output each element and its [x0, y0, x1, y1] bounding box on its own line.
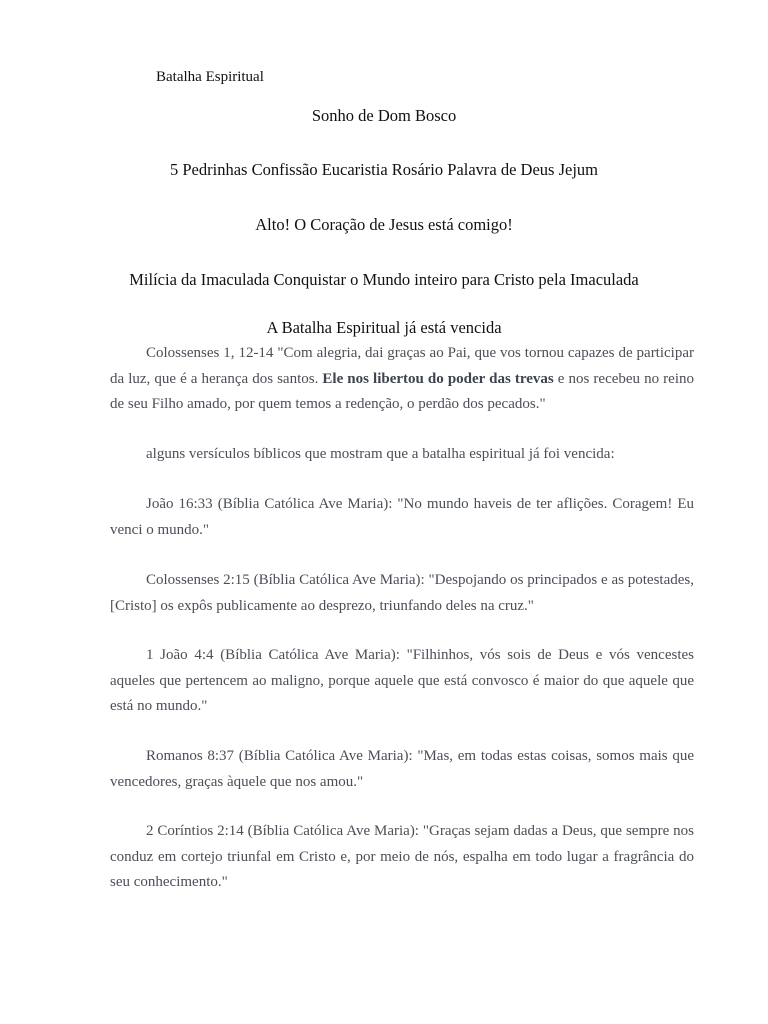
document-title: Sonho de Dom Bosco	[311, 106, 457, 125]
colossenses-bold-phrase: Ele nos libertou do poder das trevas	[322, 370, 554, 387]
romanos-text: Romanos 8:37 (Bíblia Católica Ave Maria): "Mas, em todas estas coisas, somos mais que vencedores, graças àquele que nos amou."	[110, 748, 694, 790]
corintios-text: 2 Coríntios 2:14 (Bíblia Católica Ave Maria): "Graças sejam dadas a Deus, que sempre nos conduz em cortejo triunfal em Cristo e, por meio de nós, espalha em todo lugar a fragrância do seu conhecimento."	[110, 823, 694, 890]
colossenses-2-15-paragraph	[110, 568, 694, 619]
intro-text: alguns versículos bíblicos que mostram que a batalha espiritual já foi vencida:	[146, 446, 615, 462]
colossenses-paragraph	[110, 341, 694, 418]
colossenses-text-after: e nos recebeu no reino de seu Filho amado, por quem temos a redenção, o perdão dos pecados."	[110, 370, 694, 412]
header-note: Batalha Espiritual	[156, 69, 264, 85]
five-pebbles-heading: 5 Pedrinhas Confissão Eucaristia Rosário Palavra de Deus Jejum	[170, 160, 598, 179]
joao-text: João 16:33 (Bíblia Católica Ave Maria): "No mundo haveis de ter aflições. Coragem! Eu venci o mundo."	[110, 496, 694, 538]
colossenses-2-15-text: Colossenses 2:15 (Bíblia Católica Ave Maria): "Despojando os principados e as potestades, [Cristo] os expôs publicamente ao desprezo, triunfando deles na cruz."	[110, 572, 694, 614]
primeira-joao-paragraph	[110, 643, 694, 720]
primeira-joao-text: 1 João 4:4 (Bíblia Católica Ave Maria): "Filhinhos, vós sois de Deus e vós vencestes aqueles que pertencem ao maligno, porque aquele que está convosco é maior do que aquele que está no mundo."	[110, 647, 694, 714]
joao-paragraph	[110, 492, 694, 543]
batalha-vencida-heading: A Batalha Espiritual já está vencida	[266, 318, 502, 337]
intro-paragraph	[110, 442, 694, 468]
romanos-paragraph	[110, 744, 694, 795]
colossenses-text-before: Colossenses 1, 12-14 "Com alegria, dai graças ao Pai, que vos tornou capazes de participar da luz, que é a herança dos santos.	[110, 345, 694, 387]
corintios-paragraph	[110, 819, 694, 896]
alto-heading: Alto! O Coração de Jesus está comigo!	[255, 215, 513, 234]
milicia-heading: Milícia da Imaculada Conquistar o Mundo inteiro para Cristo pela Imaculada	[129, 270, 639, 289]
